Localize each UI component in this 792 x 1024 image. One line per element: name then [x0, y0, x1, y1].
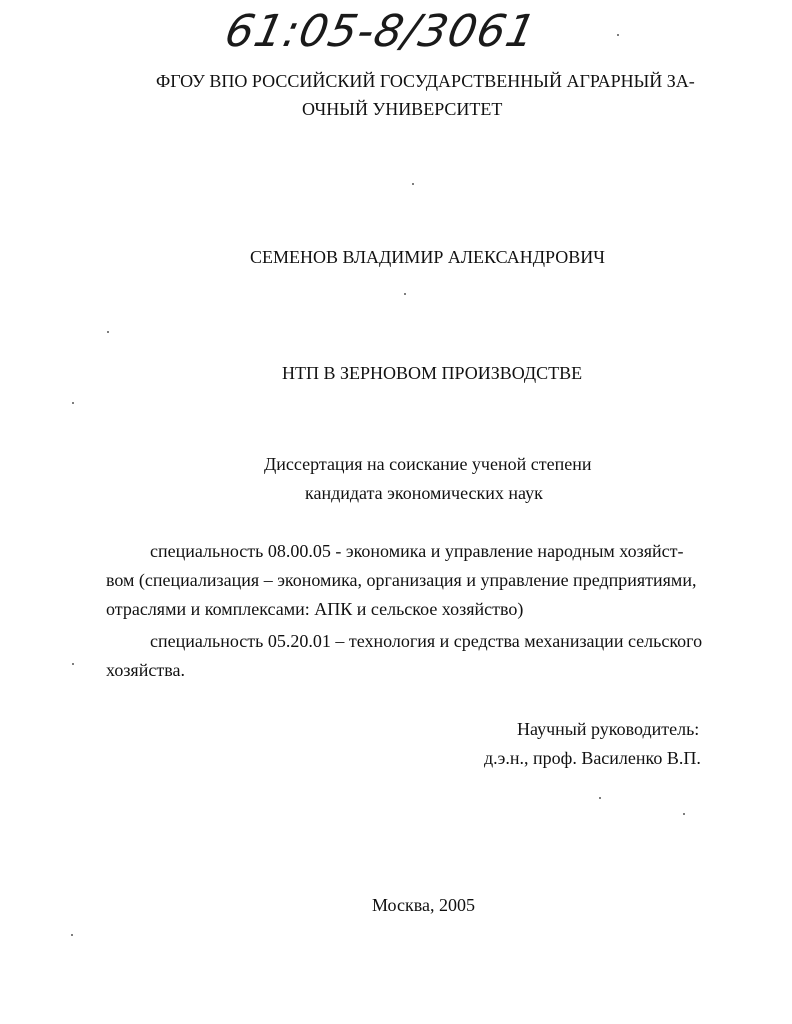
degree-line-1: Диссертация на соискание ученой степени	[264, 454, 592, 474]
scan-speck	[412, 183, 414, 185]
institution-line-2: ОЧНЫЙ УНИВЕРСИТЕТ	[302, 99, 503, 119]
scan-speck	[72, 663, 74, 665]
specialty-2-line-1: специальность 05.20.01 – технология и средства механизации сельского	[150, 631, 703, 651]
specialty-1-line-3: отраслями и комплексами: АПК и сельское хозяйство)	[106, 599, 524, 619]
scan-speck	[107, 331, 109, 333]
scan-speck	[404, 293, 406, 295]
author-name: СЕМЕНОВ ВЛАДИМИР АЛЕКСАНДРОВИЧ	[250, 247, 605, 267]
city-year: Москва, 2005	[372, 895, 475, 915]
supervisor-name: д.э.н., проф. Василенко В.П.	[484, 748, 701, 768]
scan-speck	[617, 34, 619, 36]
scan-speck	[72, 402, 74, 404]
supervisor-label: Научный руководитель:	[517, 719, 700, 739]
dissertation-title: НТП В ЗЕРНОВОМ ПРОИЗВОДСТВЕ	[282, 363, 583, 383]
specialty-2-line-2: хозяйства.	[106, 660, 185, 680]
scan-speck	[683, 813, 685, 815]
specialty-1-line-2: вом (специализация – экономика, организация и управление предприятиями,	[106, 570, 697, 590]
institution-line-1: ФГОУ ВПО РОССИЙСКИЙ ГОСУДАРСТВЕННЫЙ АГРАРНЫЙ ЗА-	[156, 71, 695, 91]
scan-speck	[599, 797, 601, 799]
scan-speck	[71, 934, 73, 936]
specialty-1-line-1: специальность 08.00.05 - экономика и управление народным хозяйст-	[150, 541, 684, 561]
archive-mark: 61:05-8/3061	[220, 6, 541, 57]
degree-line-2: кандидата экономических наук	[305, 483, 543, 503]
